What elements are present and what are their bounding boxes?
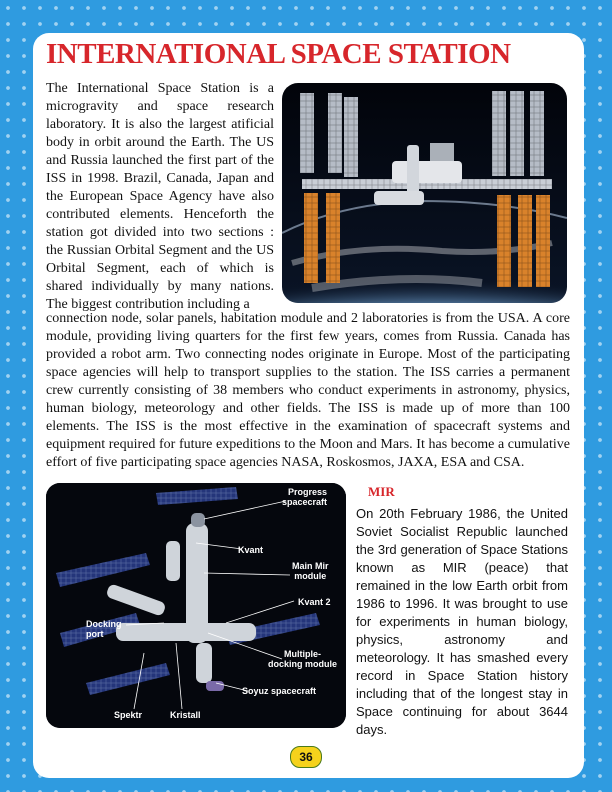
label-kristall: Kristall [170, 710, 201, 720]
mir-heading: MIR [368, 484, 395, 499]
mir-paragraph: On 20th February 1986, the United Soviet Socialist Republic launched the 3rd generation of Space Stations known as MIR (peace) that remained in the low Earth orbit from 1986 to 1996. It was brought to use for experiments in human biology, physics, astronomy and meteorology. It has smashed every record in Space Station history including that of the longest stay in Space continuing for about 3644 days. [356, 506, 568, 737]
iss-photo [282, 83, 567, 303]
label-docking-port: Docking port [86, 619, 122, 639]
iss-intro-paragraph: The International Space Station is a microgravity and space research laboratory. It is also the largest atificial body in orbit around the Earth. The US and Russia launched the first part of the ISS in 1998. Brazil, Canada, Japan and the European Space Agency have also contributed elements. Henceforth the station got divided into two sections : the Russian Orbital Segment and the US Orbital Segment, each of which is shared individually by many nations. The biggest contribution including a [46, 81, 274, 312]
mir-diagram [46, 483, 346, 728]
label-multiple-docking-module: Multiple- docking module [268, 649, 338, 669]
page-number: 36 [290, 746, 322, 768]
label-kvant-2: Kvant 2 [298, 597, 331, 607]
label-main-mir-module: Main Mir module [292, 561, 329, 581]
iss-continuation-paragraph: connection node, solar panels, habitation module and 2 laboratories is from the USA. A core module, providing living quarters for the first few years, comes from Russia. Canada has provided a robot arm. Two connecting nodes originate in Europe. Most of the participating space agencies will help to transport supplies to the station. The ISS carries a permanent crew currently consisting of 38 members who conduct experiments in astronomy, physics, human biology, meteorology and other fields. The ISS is made up of more than 100 elements. The ISS is the most effective in the examination of spacecraft systems and equipment required for future expeditions to the Moon and Mars. It has become a cumulative effort of five participating space agencies NASA, Roskosmos, JAXA, ESA and CSA. [46, 311, 570, 470]
label-soyuz-spacecraft: Soyuz spacecraft [242, 686, 317, 696]
label-progress-spacecraft: Progress spacecraft [282, 487, 328, 507]
page-title: INTERNATIONAL SPACE STATION [46, 38, 511, 70]
label-spektr: Spektr [114, 710, 143, 720]
label-kvant: Kvant [238, 545, 264, 555]
